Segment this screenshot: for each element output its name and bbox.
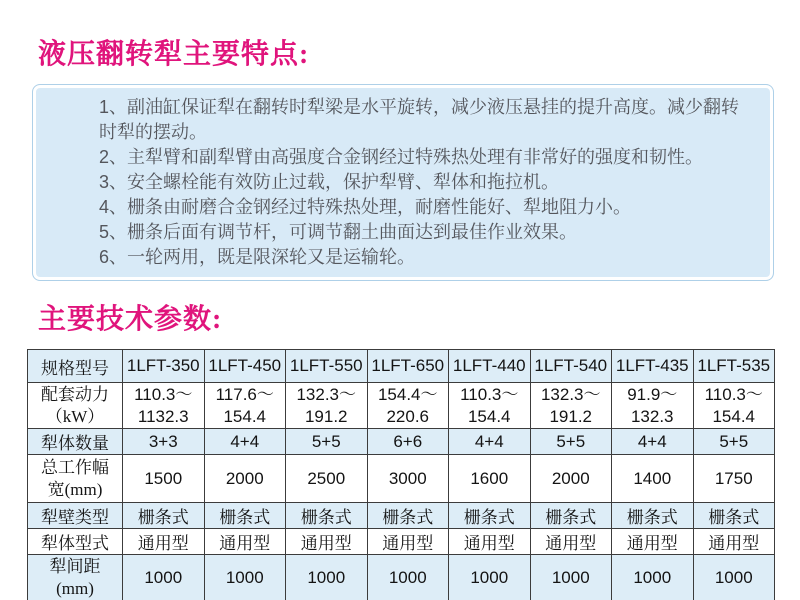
table-cell: 4+4 xyxy=(612,429,694,455)
params-title: 主要技术参数: xyxy=(38,304,223,335)
table-cell: 1000 xyxy=(367,555,449,600)
row-label-moldboard-type: 犁壁类型 xyxy=(28,503,123,529)
table-cell: 栅条式 xyxy=(530,503,612,529)
table-row-moldboard-type xyxy=(28,503,775,529)
table-cell: 2000 xyxy=(530,455,612,503)
header-cell-model: 1LFT-435 xyxy=(612,350,694,383)
table-cell: 1000 xyxy=(612,555,694,600)
table-cell: 通用型 xyxy=(612,529,694,555)
table-cell: 3000 xyxy=(367,455,449,503)
header-cell-model: 1LFT-550 xyxy=(286,350,368,383)
feature-item-2: 2、主犁臂和副犁臂由高强度合金钢经过特殊热处理有非常好的强度和韧性。 xyxy=(99,147,704,167)
table-cell: 5+5 xyxy=(530,429,612,455)
header-cell-model: 1LFT-350 xyxy=(123,350,205,383)
feature-item-5: 5、栅条后面有调节杆，可调节翻土曲面达到最佳作业效果。 xyxy=(99,222,578,242)
table-cell: 6+6 xyxy=(367,429,449,455)
row-label-body-style: 犁体型式 xyxy=(28,529,123,555)
table-cell: 5+5 xyxy=(286,429,368,455)
row-label-power: 配套动力 （kW） xyxy=(28,383,123,429)
row-label-plow-spacing: 犁间距 (mm) xyxy=(28,555,123,600)
header-cell-spec-label: 规格型号 xyxy=(28,350,123,383)
feature-item-1: 1、副油缸保证犁在翻转时犁梁是水平旋转，减少液压悬挂的提升高度。减少翻转时犁的摆动。 xyxy=(99,97,740,142)
row-label-working-width: 总工作幅 宽(mm) xyxy=(28,455,123,503)
header-cell-model: 1LFT-440 xyxy=(449,350,531,383)
table-cell: 通用型 xyxy=(204,529,286,555)
table-cell: 通用型 xyxy=(693,529,775,555)
table-cell: 3+3 xyxy=(123,429,205,455)
table-cell: 栅条式 xyxy=(612,503,694,529)
feature-item-3: 3、安全螺栓能有效防止过载，保护犁臂、犁体和拖拉机。 xyxy=(99,172,560,192)
table-cell: 1750 xyxy=(693,455,775,503)
table-row-body-style xyxy=(28,529,775,555)
table-cell: 栅条式 xyxy=(367,503,449,529)
features-box xyxy=(32,84,774,281)
table-row-body-count xyxy=(28,429,775,455)
table-cell: 154.4～ 220.6 xyxy=(367,383,449,429)
feature-item-4: 4、栅条由耐磨合金钢经过特殊热处理，耐磨性能好、犁地阻力小。 xyxy=(99,197,632,217)
table-cell: 通用型 xyxy=(286,529,368,555)
table-header-row xyxy=(28,350,775,383)
table-cell: 1400 xyxy=(612,455,694,503)
table-cell: 132.3～ 191.2 xyxy=(286,383,368,429)
table-cell: 5+5 xyxy=(693,429,775,455)
table-cell: 通用型 xyxy=(449,529,531,555)
table-cell: 91.9～ 132.3 xyxy=(612,383,694,429)
table-cell: 1000 xyxy=(123,555,205,600)
table-cell: 通用型 xyxy=(123,529,205,555)
table-row-power xyxy=(28,383,775,429)
table-cell: 132.3～ 191.2 xyxy=(530,383,612,429)
features-title: 液压翻转犁主要特点: xyxy=(38,39,310,70)
table-cell: 110.3～ 154.4 xyxy=(693,383,775,429)
table-cell: 栅条式 xyxy=(204,503,286,529)
header-cell-model: 1LFT-450 xyxy=(204,350,286,383)
table-cell: 110.3～ 1132.3 xyxy=(123,383,205,429)
row-label-body-count: 犁体数量 xyxy=(28,429,123,455)
spec-table xyxy=(27,349,775,600)
table-cell: 1000 xyxy=(204,555,286,600)
header-cell-model: 1LFT-540 xyxy=(530,350,612,383)
table-cell: 栅条式 xyxy=(693,503,775,529)
table-cell: 栅条式 xyxy=(286,503,368,529)
table-cell: 1500 xyxy=(123,455,205,503)
table-cell: 1000 xyxy=(286,555,368,600)
table-cell: 1600 xyxy=(449,455,531,503)
table-cell: 通用型 xyxy=(530,529,612,555)
table-cell: 栅条式 xyxy=(123,503,205,529)
table-row-working-width xyxy=(28,455,775,503)
table-cell: 1000 xyxy=(530,555,612,600)
table-cell: 栅条式 xyxy=(449,503,531,529)
table-cell: 1000 xyxy=(693,555,775,600)
table-cell: 110.3～ 154.4 xyxy=(449,383,531,429)
table-cell: 1000 xyxy=(449,555,531,600)
table-cell: 117.6～ 154.4 xyxy=(204,383,286,429)
table-cell: 2500 xyxy=(286,455,368,503)
table-cell: 2000 xyxy=(204,455,286,503)
header-cell-model: 1LFT-650 xyxy=(367,350,449,383)
table-cell: 4+4 xyxy=(204,429,286,455)
header-cell-model: 1LFT-535 xyxy=(693,350,775,383)
table-cell: 4+4 xyxy=(449,429,531,455)
feature-item-6: 6、一轮两用，既是限深轮又是运输轮。 xyxy=(99,247,416,267)
table-cell: 通用型 xyxy=(367,529,449,555)
table-row-plow-spacing xyxy=(28,555,775,600)
